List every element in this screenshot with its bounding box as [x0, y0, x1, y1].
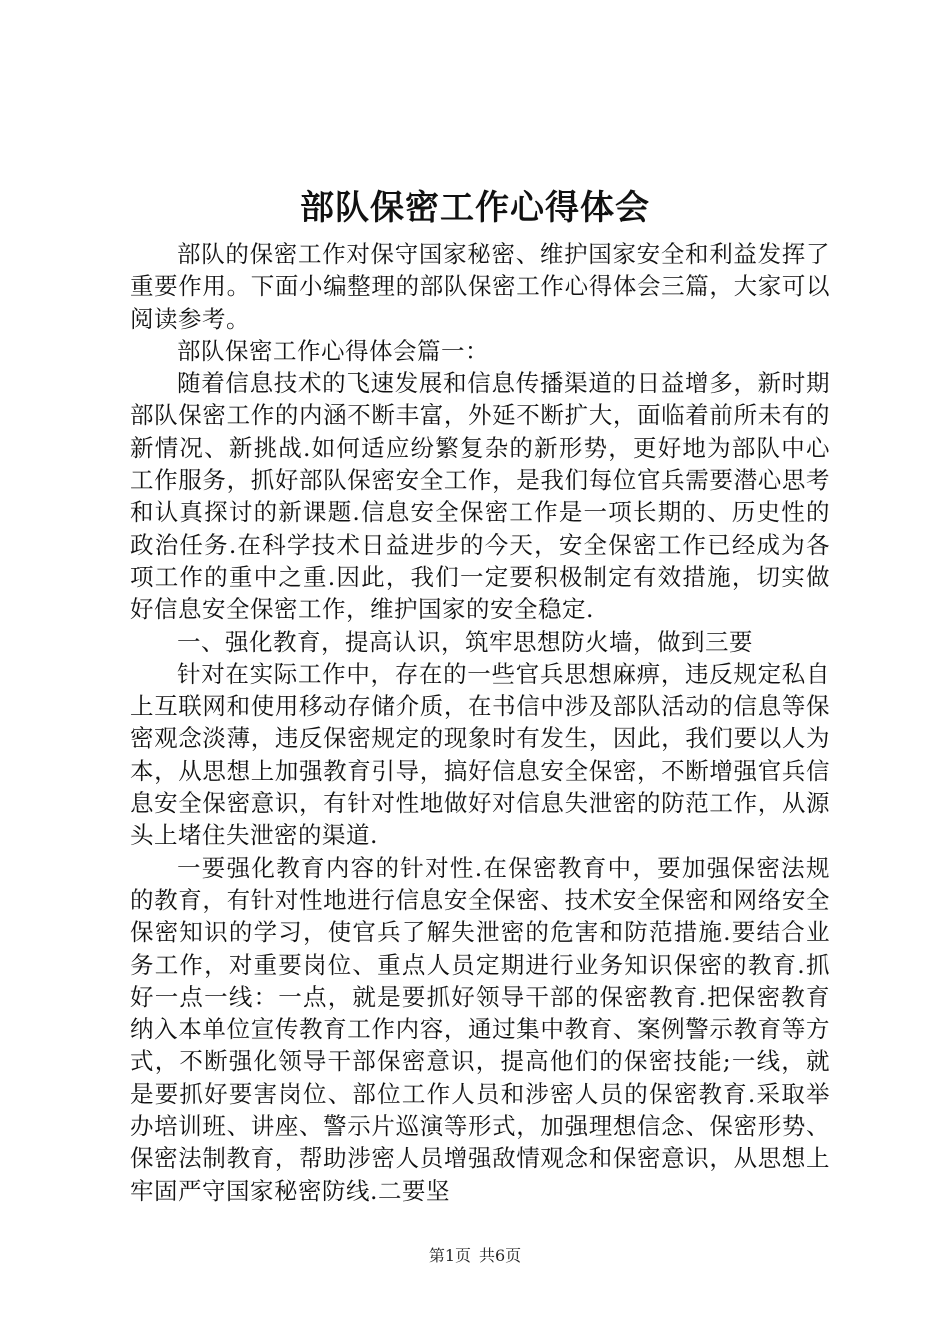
- paragraph-intro: 部队的保密工作对保守国家秘密、维护国家安全和利益发挥了重要作用。下面小编整理的部队保密工作心得体会三篇，大家可以阅读参考。: [130, 240, 830, 333]
- paragraph-education: 一要强化教育内容的针对性.在保密教育中，要加强保密法规的教育，有针对性地进行信息安全保密、技术安全保密和网络安全保密知识的学习，使官兵了解失泄密的危害和防范措施.要结合业务工作，对重要岗位、重点人员定期进行业务知识保密的教育.抓好一点一线：一点，就是要抓好领导干部的保密教育.把保密教育纳入本单位宣传教育工作内容，通过集中教育、案例警示教育等方式，不断强化领导干部保密意识，提高他们的保密技能;一线，就是要抓好要害岗位、部位工作人员和涉密人员的保密教育.采取举办培训班、讲座、警示片巡演等形式，加强理想信念、保密形势、保密法制教育，帮助涉密人员增强敌情观念和保密意识，从思想上牢固严守国家秘密防线.二要坚: [130, 853, 830, 1205]
- document-title: 部队保密工作心得体会: [300, 188, 650, 228]
- paragraph-background: 随着信息技术的飞速发展和信息传播渠道的日益增多，新时期部队保密工作的内涵不断丰富，外延不断扩大，面临着前所未有的新情况、新挑战.如何适应纷繁复杂的新形势，更好地为部队中心工作服务，抓好部队保密安全工作，是我们每位官兵需要潜心思考和认真探讨的新课题.信息安全保密工作是一项长期的、历史性的政治任务.在科学技术日益进步的今天，安全保密工作已经成为各项工作的重中之重.因此，我们一定要积极制定有效措施，切实做好信息安全保密工作，维护国家的安全稳定.: [130, 369, 830, 624]
- paragraph-subheading-one: 一、强化教育，提高认识，筑牢思想防火墙，做到三要: [177, 627, 753, 656]
- page-number: 第1页: [428, 1246, 471, 1265]
- paragraph-problems: 针对在实际工作中，存在的一些官兵思想麻痹，违反规定私自上互联网和使用移动存储介质，在书信中涉及部队活动的信息等保密观念淡薄，违反保密规定的现象时有发生，因此，我们要以人为本，从思想上加强教育引导，搞好信息安全保密，不断增强官兵信息安全保密意识，有针对性地做好对信息失泄密的防范工作，从源头上堵住失泄密的渠道.: [130, 659, 830, 850]
- paragraph-section-heading: 部队保密工作心得体会篇一：: [177, 336, 489, 365]
- document-body: [130, 238, 830, 1207]
- page-footer: [0, 1244, 950, 1268]
- page-total: 共6页: [479, 1246, 522, 1265]
